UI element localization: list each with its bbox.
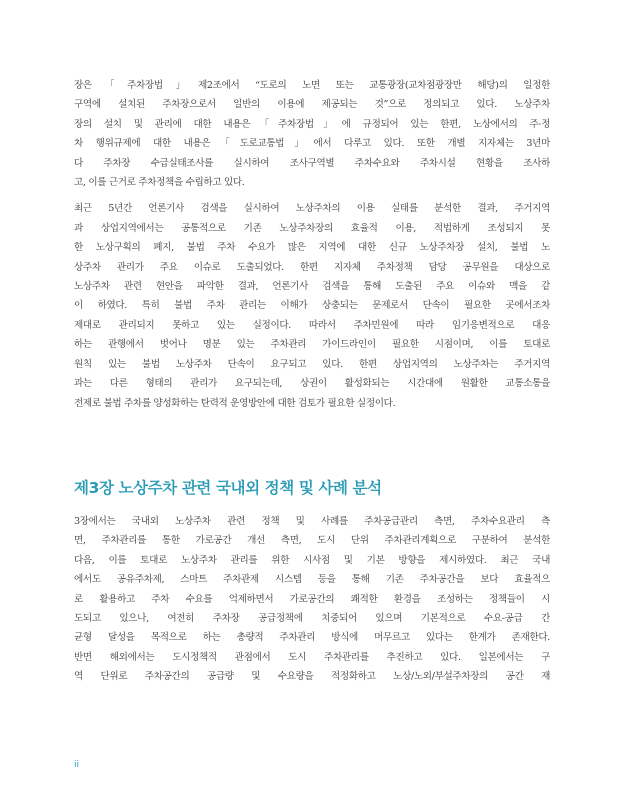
paragraph-line: 이 하였다. 특히 불법 주차 관리는 이해가 상충되는 문제로서 단속이 필요한 곳에서조차 — [74, 300, 550, 312]
page-number: ii — [74, 760, 80, 770]
paragraph-line: 최근 5년간 언론기사 검색을 실시하여 노상주차의 이용 실태를 분석한 결과, 주거지역 — [74, 203, 550, 215]
chapter-paragraph — [74, 512, 550, 687]
paragraph-line: 전제로 불법 주차를 양성화하는 탄력적 운영방안에 대한 검토가 필요한 실정이다. — [74, 397, 396, 409]
paragraph-line: 다 주차장 수급실태조사를 실시하여 조사구역별 주차수요와 주차시설 현황을 조사하 — [74, 157, 550, 169]
paragraph-line: 상주차 관리가 주요 이슈로 도출되었다. 한편 지자체 주차정책 담당 공무원을 대상으로 — [74, 261, 550, 273]
paragraph-line: 반면 해외에서는 도시정책적 관점에서 도시 주차관리를 추진하고 있다. 일본에서는 구 — [74, 651, 550, 663]
paragraph-line: 원칙 있는 불법 노상주차 단속이 요구되고 있다. 한편 상업지역의 노상주차는 주거지역 — [74, 358, 550, 370]
paragraph-line: 과 상업지역에서는 공통적으로 기존 노상주차장의 효율적 이용, 적법하게 조성되지 못 — [74, 222, 550, 234]
paragraph-line: 과는 다른 형태의 관리가 요구되는데, 상권이 활성화되는 시간대에 원활한 교통소통을 — [74, 378, 550, 390]
paragraph-line: 다음, 이를 토대로 노상주차 관리를 위한 시사점 및 기본 방향을 제시하였다. 최근 국내 — [74, 554, 550, 566]
paragraph-line: 도되고 있으나, 여전히 주차장 공급정책에 치중되어 있으며 기본적으로 수요-공급 간 — [74, 613, 550, 625]
paragraph-line: 면, 주차관리를 통한 가로공간 개선 측면, 도시 단위 주차관리계획으로 구분하여 분석한 — [74, 535, 550, 547]
paragraph-line: 구역에 설치된 주차장으로서 일반의 이용에 제공되는 것”으로 정의되고 있다. 노상주차 — [74, 99, 550, 111]
paragraph-line: 제대로 관리되지 못하고 있는 실정이다. 따라서 주차민원에 따라 임기응변적으로 대응 — [74, 319, 550, 331]
paragraph-2 — [74, 199, 550, 412]
paragraph-1 — [74, 76, 550, 192]
paragraph-line: 한 노상구획의 폐지, 불법 주차 수요가 많은 지역에 대한 신규 노상주차장 설치, 불법 노 — [74, 242, 550, 254]
paragraph-line: 고, 이를 근거로 주차정책을 수립하고 있다. — [74, 177, 245, 189]
paragraph-line: 하는 관행에서 벗어나 명분 있는 주차관리 가이드라인이 필요한 시점이며, 이를 토대로 — [74, 339, 550, 351]
paragraph-line: 에서도 공유주차제, 스마트 주차관제 시스템 등을 통해 기존 주차공간을 보다 효율적으 — [74, 574, 550, 586]
top-section — [74, 76, 550, 413]
paragraph-line: 장의 설치 및 관리에 대한 내용은「주차장법」에 규정되어 있는 한편, 노상에서의 주·정 — [74, 118, 550, 130]
paragraph-line: 차 행위규제에 대한 내용은「도로교통법」에서 다루고 있다. 또한 개별 지자체는 3년마 — [74, 138, 550, 150]
paragraph-line: 역 단위로 주차공간의 공급량 및 수요량을 적정화하고 노상/노외/부설주차장의 공간 재 — [74, 671, 550, 683]
chapter-section — [74, 512, 550, 687]
paragraph-line: 장은「주차장법」제2조에서 “도로의 노면 또는 교통광장(교차점광장만 해당)의 일정한 — [74, 80, 550, 91]
paragraph-line: 균형 달성을 목적으로 하는 총량적 주차관리 방식에 머무르고 있다는 한계가 존재한다. — [74, 632, 550, 644]
paragraph-line: 로 활용하고 주차 수요를 억제하면서 가로공간의 쾌적한 환경을 조성하는 정책들이 시 — [74, 593, 550, 605]
paragraph-line: 3장에서는 국내외 노상주차 관련 정책 및 사례를 주차공급관리 측면, 주차수요관리 측 — [74, 516, 550, 527]
chapter-heading: 제3장 노상주차 관련 국내외 정책 및 사례 분석 — [74, 479, 382, 497]
paragraph-line: 노상주차 관련 현안을 파악한 결과, 언론기사 검색을 통해 도출된 주요 이슈와 맥을 같 — [74, 281, 550, 293]
